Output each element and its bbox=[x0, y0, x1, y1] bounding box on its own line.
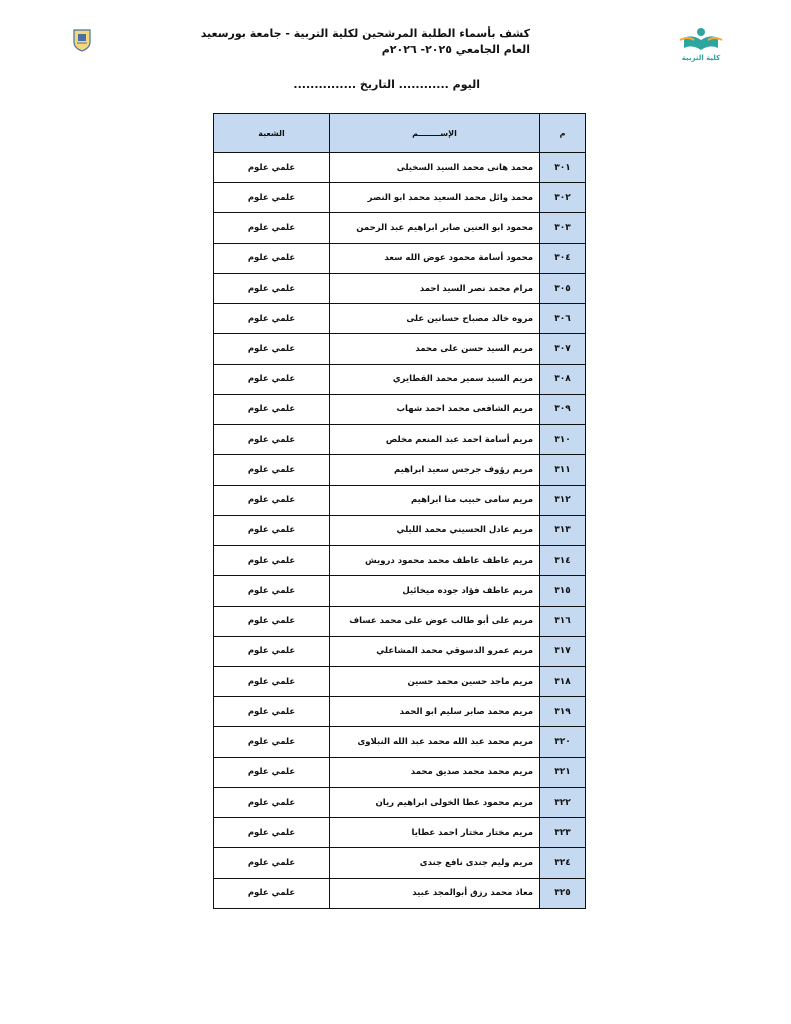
student-branch: علمي علوم bbox=[214, 515, 330, 545]
day-date-line: اليوم ............ التاريخ ............... bbox=[293, 78, 480, 91]
student-name: مريم محمد محمد صديق محمد bbox=[330, 757, 540, 787]
column-header-branch: الشعبة bbox=[214, 114, 330, 153]
student-branch: علمي علوم bbox=[214, 273, 330, 303]
row-number: ٣١٢ bbox=[540, 485, 586, 515]
table-row bbox=[214, 183, 586, 213]
row-number: ٣١٨ bbox=[540, 666, 586, 696]
column-header-number: م bbox=[540, 114, 586, 153]
row-number: ٣١٥ bbox=[540, 576, 586, 606]
faculty-logo-text: كلية التربية bbox=[681, 54, 721, 62]
student-name: مريم عادل الحسيني محمد الليلي bbox=[330, 515, 540, 545]
student-branch: علمي علوم bbox=[214, 576, 330, 606]
table-header-row bbox=[214, 114, 586, 153]
row-number: ٣٢٣ bbox=[540, 818, 586, 848]
student-name: مريم السيد سمير محمد القطايري bbox=[330, 364, 540, 394]
table-row bbox=[214, 153, 586, 183]
table-row bbox=[214, 334, 586, 364]
student-branch: علمي علوم bbox=[214, 213, 330, 243]
student-branch: علمي علوم bbox=[214, 243, 330, 273]
student-branch: علمي علوم bbox=[214, 878, 330, 908]
student-name: محمود ابو العنين صابر ابراهيم عبد الرحمن bbox=[330, 213, 540, 243]
student-branch: علمي علوم bbox=[214, 183, 330, 213]
table-row bbox=[214, 213, 586, 243]
student-branch: علمي علوم bbox=[214, 394, 330, 424]
student-branch: علمي علوم bbox=[214, 848, 330, 878]
faculty-logo bbox=[676, 26, 726, 66]
student-branch: علمي علوم bbox=[214, 606, 330, 636]
row-number: ٣٢٠ bbox=[540, 727, 586, 757]
table-row bbox=[214, 848, 586, 878]
table-row bbox=[214, 787, 586, 817]
table-row bbox=[214, 455, 586, 485]
student-name: مريم عاطف فؤاد جوده ميخائيل bbox=[330, 576, 540, 606]
document-title: كشف بأسماء الطلبة المرشحين لكلية التربية - جامعة بورسعيد bbox=[200, 27, 530, 40]
student-name: مريم عاطف عاطف محمد محمود درويش bbox=[330, 546, 540, 576]
student-name: محمود أسامة محمود عوض الله سعد bbox=[330, 243, 540, 273]
student-name: مريم مختار مختار احمد عطايا bbox=[330, 818, 540, 848]
table-row bbox=[214, 878, 586, 908]
table-row bbox=[214, 304, 586, 334]
student-branch: علمي علوم bbox=[214, 727, 330, 757]
table-row bbox=[214, 364, 586, 394]
table-row bbox=[214, 425, 586, 455]
row-number: ٣٢١ bbox=[540, 757, 586, 787]
table-row bbox=[214, 727, 586, 757]
student-branch: علمي علوم bbox=[214, 153, 330, 183]
student-branch: علمي علوم bbox=[214, 425, 330, 455]
table-row bbox=[214, 606, 586, 636]
row-number: ٣٠٥ bbox=[540, 273, 586, 303]
student-name: مريم رؤوف جرجس سعيد ابراهيم bbox=[330, 455, 540, 485]
student-name: مريم محمد عبد الله محمد عبد الله النبلاوى bbox=[330, 727, 540, 757]
student-branch: علمي علوم bbox=[214, 636, 330, 666]
row-number: ٣٠٧ bbox=[540, 334, 586, 364]
row-number: ٣١٤ bbox=[540, 546, 586, 576]
row-number: ٣١٧ bbox=[540, 636, 586, 666]
table-row bbox=[214, 546, 586, 576]
student-branch: علمي علوم bbox=[214, 304, 330, 334]
student-name: مروه خالد مصباح حسانين على bbox=[330, 304, 540, 334]
row-number: ٣٠٨ bbox=[540, 364, 586, 394]
student-name: مريم محمد صابر سليم ابو الحمد bbox=[330, 697, 540, 727]
table-row bbox=[214, 515, 586, 545]
student-branch: علمي علوم bbox=[214, 485, 330, 515]
table-row bbox=[214, 697, 586, 727]
table-row bbox=[214, 636, 586, 666]
row-number: ٣٠٤ bbox=[540, 243, 586, 273]
student-name: مريم عمرو الدسوقي محمد المشاعلي bbox=[330, 636, 540, 666]
student-name: مريم على أبو طالب عوض على محمد عساف bbox=[330, 606, 540, 636]
student-branch: علمي علوم bbox=[214, 787, 330, 817]
student-name: محمد هانى محمد السيد السخيلى bbox=[330, 153, 540, 183]
student-branch: علمي علوم bbox=[214, 546, 330, 576]
row-number: ٣٢٥ bbox=[540, 878, 586, 908]
student-name: محمد وائل محمد السعيد محمد ابو النصر bbox=[330, 183, 540, 213]
student-name: مريم وليم جندى نافع جندى bbox=[330, 848, 540, 878]
university-crest-logo bbox=[72, 28, 92, 52]
row-number: ٣١٠ bbox=[540, 425, 586, 455]
student-name: مريم الشافعى محمد احمد شهاب bbox=[330, 394, 540, 424]
row-number: ٣١٩ bbox=[540, 697, 586, 727]
students-table bbox=[213, 113, 586, 909]
table-row bbox=[214, 243, 586, 273]
row-number: ٣٠٣ bbox=[540, 213, 586, 243]
student-branch: علمي علوم bbox=[214, 757, 330, 787]
document-header bbox=[150, 26, 530, 58]
student-name: مريم سامى حبيب متا ابراهيم bbox=[330, 485, 540, 515]
student-branch: علمي علوم bbox=[214, 666, 330, 696]
student-branch: علمي علوم bbox=[214, 364, 330, 394]
row-number: ٣٠٢ bbox=[540, 183, 586, 213]
row-number: ٣١١ bbox=[540, 455, 586, 485]
row-number: ٣٢٤ bbox=[540, 848, 586, 878]
academic-year: العام الجامعي ٢٠٢٥- ٢٠٢٦م bbox=[381, 43, 530, 56]
open-book-icon bbox=[676, 26, 726, 54]
row-number: ٣٠٩ bbox=[540, 394, 586, 424]
table-row bbox=[214, 757, 586, 787]
table-row bbox=[214, 576, 586, 606]
row-number: ٣٠١ bbox=[540, 153, 586, 183]
row-number: ٣٢٢ bbox=[540, 787, 586, 817]
row-number: ٣١٦ bbox=[540, 606, 586, 636]
row-number: ٣١٣ bbox=[540, 515, 586, 545]
student-branch: علمي علوم bbox=[214, 334, 330, 364]
student-branch: علمي علوم bbox=[214, 697, 330, 727]
column-header-name: الإســــــــم bbox=[330, 114, 540, 153]
student-name: مرام محمد نصر السيد احمد bbox=[330, 273, 540, 303]
student-branch: علمي علوم bbox=[214, 818, 330, 848]
table-row bbox=[214, 394, 586, 424]
table-row bbox=[214, 485, 586, 515]
student-branch: علمي علوم bbox=[214, 455, 330, 485]
student-name: مريم ماجد حسين محمد حسين bbox=[330, 666, 540, 696]
row-number: ٣٠٦ bbox=[540, 304, 586, 334]
student-name: مريم محمود عطا الخولى ابراهيم ريان bbox=[330, 787, 540, 817]
table-row bbox=[214, 273, 586, 303]
student-name: معاذ محمد رزق أبوالمجد عبيد bbox=[330, 878, 540, 908]
student-name: مريم أسامة احمد عبد المنعم مخلص bbox=[330, 425, 540, 455]
table-row bbox=[214, 818, 586, 848]
student-name: مريم السيد حسن على محمد bbox=[330, 334, 540, 364]
table-row bbox=[214, 666, 586, 696]
